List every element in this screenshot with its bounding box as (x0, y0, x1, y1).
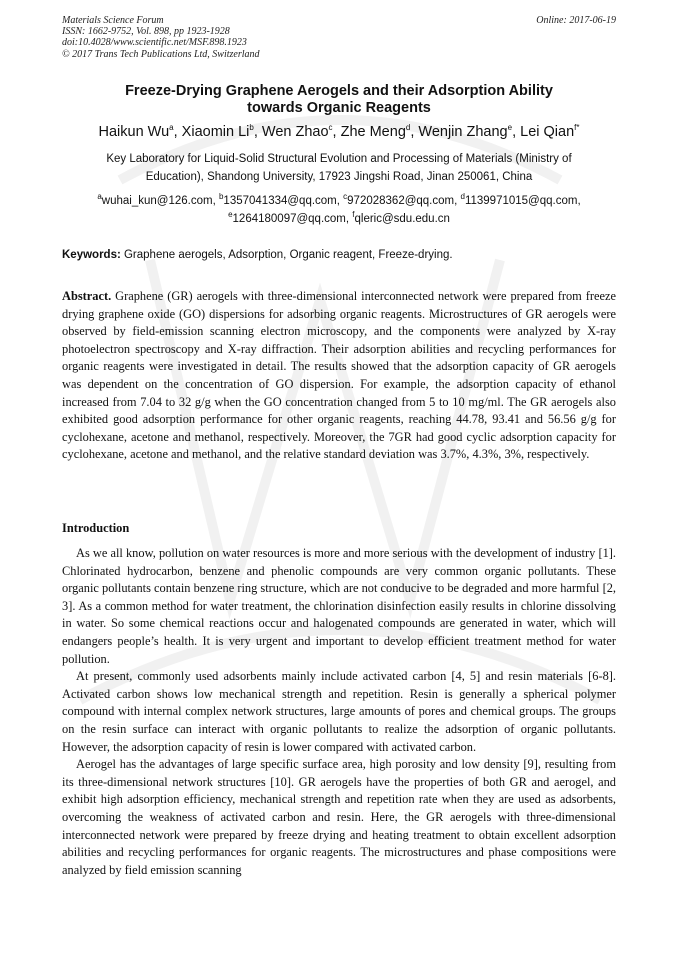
author-name: Wenjin Zhang (418, 124, 508, 140)
title-line-2: towards Organic Reagents (247, 100, 431, 116)
journal-header (62, 15, 616, 60)
email-sup: a (97, 192, 102, 202)
author-separator: , (512, 124, 521, 140)
email-sup: d (460, 192, 465, 202)
author (99, 124, 182, 140)
author-sup: e (507, 123, 513, 133)
author-separator: , (253, 124, 262, 140)
email-link[interactable]: 1264180097@qq.com (232, 212, 346, 225)
author-separator: , (173, 124, 182, 140)
author-separator: , (410, 124, 419, 140)
abstract-label: Abstract. (62, 289, 112, 303)
affiliation-line-2: Education), Shandong University, 17923 Jingshi Road, Jinan 250061, China (145, 170, 533, 183)
keywords-label: Keywords: (62, 249, 121, 261)
email-separator: , (577, 195, 581, 207)
author-name: Haikun Wu (98, 124, 170, 140)
email-separator: , (212, 195, 219, 207)
author-name: Xiaomin Li (181, 124, 250, 140)
author-list (62, 123, 616, 141)
author-name: Lei Qian (520, 124, 575, 140)
issn-line: ISSN: 1662-9752, Vol. 898, pp 1923-1928 (62, 26, 230, 38)
abstract (62, 288, 616, 464)
author (341, 124, 419, 140)
author-sup: f* (574, 123, 580, 133)
author-name: Zhe Meng (340, 124, 406, 140)
keywords (62, 248, 616, 262)
email-line-1 (62, 193, 616, 211)
author-sup: d (405, 123, 411, 133)
keywords-text: Graphene aerogels, Adsorption, Organic reagent, Freeze-drying. (120, 249, 453, 261)
paragraph: At present, commonly used adsorbents mainly include activated carbon [4, 5] and resin materials [6-8]. Activated carbon shows low mechanical strength and repetition. Resin is generally a spherical polymer compound with internal complex network structures, large amounts of pores and chemical groups. The groups on the resin surface can interact with organic pollutants to realize the adsorption of organic pollutants. However, the adsorption capacity of resin is lower compared with activated carbon. (62, 669, 616, 754)
author (520, 124, 579, 140)
email-link[interactable]: 972028362@qq.com (347, 195, 455, 207)
title-line-1: Freeze-Drying Graphene Aerogels and their Adsorption Ability (125, 83, 553, 99)
author (418, 124, 520, 140)
email-list (62, 193, 616, 228)
affiliation-line-1: Key Laboratory for Liquid-Solid Structural Evolution and Processing of Materials (Ministry of (106, 153, 572, 165)
paragraph: Aerogel has the advantages of large specific surface area, high porosity and low density [9], resulting from its three-dimensional network structures [10]. GR aerogels have the properties of both GR and aerogel, and exhibit high adsorption efficiency, mechanical strength and repetition rate when they are used as adsorbents, overcoming the weakness of activated carbon and resin. Here, the GR aerogels with three-dimensional interconnected network were prepared by freeze drying and heating treatment to obtain excellent adsorption abilities and recycling performances for organic reagents. The microstructures and phase compositions were analyzed by field emission scanning (62, 757, 616, 877)
author-sup: c (328, 123, 333, 133)
author-sup: a (169, 123, 174, 133)
introduction-heading: Introduction (62, 521, 130, 535)
author-sup: b (249, 123, 254, 133)
email-sup: e (228, 209, 233, 219)
author (182, 124, 262, 140)
paper-title (62, 83, 616, 117)
email-sup: c (343, 192, 348, 202)
paragraph: As we all know, pollution on water resources is more and more serious with the development of industry [1]. Chlorinated hydrocarbon, benzene and phenolic compounds are very common organic pollutants. These organic pollutants contain benzene ring structure, which are not conducive to be degraded and more harmful [2, 3]. As a common method for water treatment, the chlorination disinfection easily results in chlorine dissolving in water. So some chemical reactions occur and halogenated compounds are generated in water, which will endangers people’s health. It is very urgent and important to develop efficient treatment method for water pollution. (62, 546, 616, 666)
author (262, 124, 341, 140)
email-sup: b (218, 192, 224, 202)
email-link[interactable]: 1357041334@qq.com (223, 195, 337, 207)
email-line-2 (62, 211, 616, 229)
author-separator: , (332, 124, 341, 140)
doi-link[interactable]: doi:10.4028/www.scientific.net/MSF.898.1923 (62, 37, 247, 49)
affiliation (62, 151, 616, 186)
email-sup: f (352, 209, 355, 219)
email-link[interactable]: qleric@sdu.edu.cn (354, 212, 450, 225)
copyright-line: © 2017 Trans Tech Publications Ltd, Switzerland (62, 48, 260, 60)
introduction-body (62, 545, 616, 879)
online-date: Online: 2017-06-19 (536, 15, 616, 26)
email-link[interactable]: 1139971015@qq.com (464, 195, 578, 207)
author-name: Wen Zhao (261, 124, 329, 140)
email-separator: , (454, 195, 461, 207)
abstract-text: Graphene (GR) aerogels with three-dimensional interconnected network were prepared from freeze drying graphene oxide (GO) dispersions for adsorbing organic reagents. Microstructures of GR aerogels were observed by field-emission scanning electron microscopy, and the components were analyzed by X-ray photoelectron spectroscopy and X-ray diffraction. Their adsorption abilities and recycling performances for organic reagents were investigated in detail. The results showed that the adsorption capacity of GR aerogels was dependent on the concentration of GO dispersion. For example, the adsorption capacity of ethanol increased from 7.04 to 32 g/g when the GO concentration changed from 5 to 10 mg/ml. The GR aerogels also exhibited good adsorption performance for other organic reagents, reaching 44.78, 93.41 and 56.56 g/g for cyclohexane, acetone and methanol, respectively. Moreover, the 7GR had good cyclic adsorption capacity for cyclohexane, acetone and methanol, and the relative standard deviation was 3.7%, 4.3%, 3%, respectively. (62, 289, 616, 462)
email-separator: , (336, 195, 344, 207)
journal-name: Materials Science Forum (62, 15, 164, 26)
email-link[interactable]: wuhai_kun@126.com (101, 195, 213, 207)
email-separator: , (345, 212, 353, 225)
